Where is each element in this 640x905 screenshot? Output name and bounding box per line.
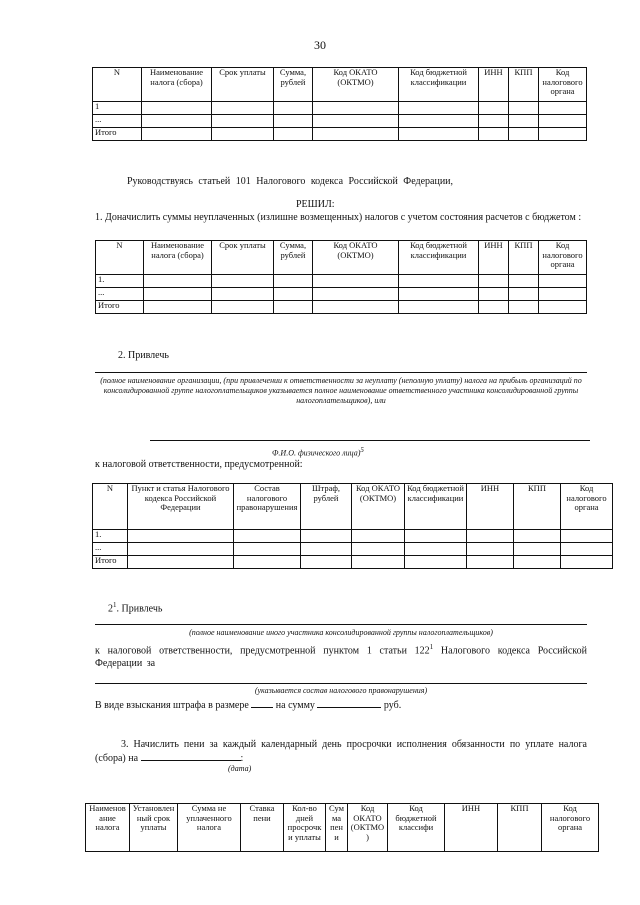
row-label: 1. xyxy=(93,530,128,543)
header-cell: Наименование налога (сбора) xyxy=(142,68,212,102)
row-label: ... xyxy=(93,543,128,556)
table-1 xyxy=(92,67,587,141)
header-cell: ИНН xyxy=(445,804,498,852)
header-cell: ИНН xyxy=(479,241,509,275)
header-cell: Ставка пени xyxy=(241,804,284,852)
fine-sum-blank[interactable] xyxy=(317,698,381,708)
row-label: Итого xyxy=(96,301,144,314)
header-cell: Код бюджетной классификации xyxy=(399,68,479,102)
blank-line xyxy=(95,624,587,625)
item-2-tail: к налоговой ответственности, предусмотренной: xyxy=(95,459,303,470)
header-cell: Код ОКАТО (ОКТМО) xyxy=(348,804,388,852)
header-cell: Пункт и статья Налогового кодекса Российской Федерации xyxy=(128,484,234,530)
header-cell: Сумма не уплаченного налога xyxy=(178,804,241,852)
header-cell: N xyxy=(96,241,144,275)
table-row xyxy=(93,556,613,569)
page-number: 30 xyxy=(314,38,326,52)
header-cell: Код ОКАТО (ОКТМО) xyxy=(313,241,399,275)
table-2 xyxy=(95,240,587,314)
item-21-hint-2: (указывается состав налогового правонарушения) xyxy=(254,686,428,695)
item-2-hint: (полное наименование организации, (при привлечении к ответственности за неуплату (неполную уплату) налога на прибыль организаций по консолидированной группе налогоплательщиков указывается полное наименование ответственного участника консолидированной группы налогоплательщиков), или xyxy=(100,376,582,405)
table-header xyxy=(96,241,587,275)
header-cell: N xyxy=(93,484,128,530)
item-2-person: Ф.И.О. физического лица)$^5$ xyxy=(272,446,364,458)
header-cell: ИНН xyxy=(479,68,509,102)
table-row xyxy=(96,301,587,314)
row-label: Итого xyxy=(93,128,142,141)
item-3-date-hint: (дата) xyxy=(228,764,252,773)
header-cell: Срок уплаты xyxy=(212,68,274,102)
header-cell: Состав налогового правонарушения xyxy=(234,484,301,530)
header-cell: КПП xyxy=(498,804,542,852)
header-cell: Наименование налога (сбора) xyxy=(144,241,212,275)
header-cell: Сумма, рублей xyxy=(274,68,313,102)
guided-text: Руководствуясь статьей 101 Налогового кодекса Российской Федерации, xyxy=(127,176,454,187)
blank-line xyxy=(150,440,590,441)
item-21-label: $2^1$. Привлечь xyxy=(108,601,163,615)
header-cell: Код бюджетной классификации xyxy=(399,241,479,275)
header-cell: Код налогового органа xyxy=(539,68,587,102)
row-label: 1 xyxy=(93,102,142,115)
table-row xyxy=(93,543,613,556)
fine-amount-blank[interactable] xyxy=(251,698,273,708)
blank-line xyxy=(95,372,587,373)
header-cell: Сумма пени xyxy=(326,804,348,852)
row-label: Итого xyxy=(93,556,128,569)
decided-heading: РЕШИЛ: xyxy=(296,199,335,210)
header-cell: ИНН xyxy=(467,484,514,530)
table-row xyxy=(93,102,587,115)
header-cell: Код ОКАТО (ОКТМО) xyxy=(352,484,405,530)
header-cell: КПП xyxy=(514,484,561,530)
header-cell: Установленный срок уплаты xyxy=(130,804,178,852)
header-cell: Код ОКАТО (ОКТМО) xyxy=(313,68,399,102)
fine-text: В виде взыскания штрафа в размере на сумму руб. xyxy=(95,700,402,711)
table-row xyxy=(93,115,587,128)
header-cell: Код налогового органа xyxy=(561,484,613,530)
header-cell: Штраф, рублей xyxy=(301,484,352,530)
item-21-text: к налоговой ответственности, предусмотренной пунктом 1 статьи $122^1$ Налогового кодекса Российской Федерации за xyxy=(95,643,587,670)
header-cell: Код налогового органа xyxy=(542,804,599,852)
table-header xyxy=(93,68,587,102)
header-cell: Сумма, рублей xyxy=(274,241,313,275)
header-cell: Кол-во дней просрочки уплаты xyxy=(284,804,326,852)
header-cell: Наименование налога xyxy=(86,804,130,852)
row-label: ... xyxy=(93,115,142,128)
row-label: 1. xyxy=(96,275,144,288)
table-3 xyxy=(92,483,613,569)
table-row xyxy=(93,128,587,141)
table-header xyxy=(86,804,599,852)
header-cell: КПП xyxy=(509,241,539,275)
header-cell: КПП xyxy=(509,68,539,102)
table-header xyxy=(93,484,613,530)
item-3-text: 3. Начислить пени за каждый календарный день просрочки исполнения обязанности по уплате налога (сбора) на : xyxy=(95,739,587,764)
table-4 xyxy=(85,803,599,852)
table-row xyxy=(93,530,613,543)
header-cell: N xyxy=(93,68,142,102)
table-row xyxy=(96,275,587,288)
date-blank[interactable] xyxy=(141,751,241,761)
item-21-hint: (полное наименование иного участника консолидированной группы налогоплательщиков) xyxy=(189,628,493,637)
item-2-label: 2. Привлечь xyxy=(118,350,169,361)
table-row xyxy=(96,288,587,301)
header-cell: Срок уплаты xyxy=(212,241,274,275)
blank-line xyxy=(95,683,587,684)
header-cell: Код налогового органа xyxy=(539,241,587,275)
item-1-text: 1. Доначислить суммы неуплаченных (излишне возмещенных) налогов с учетом состояния расчетов с бюджетом : xyxy=(95,212,582,223)
header-cell: Код бюджетной классификации xyxy=(405,484,467,530)
header-cell: Код бюджетной классифи xyxy=(388,804,445,852)
row-label: ... xyxy=(96,288,144,301)
